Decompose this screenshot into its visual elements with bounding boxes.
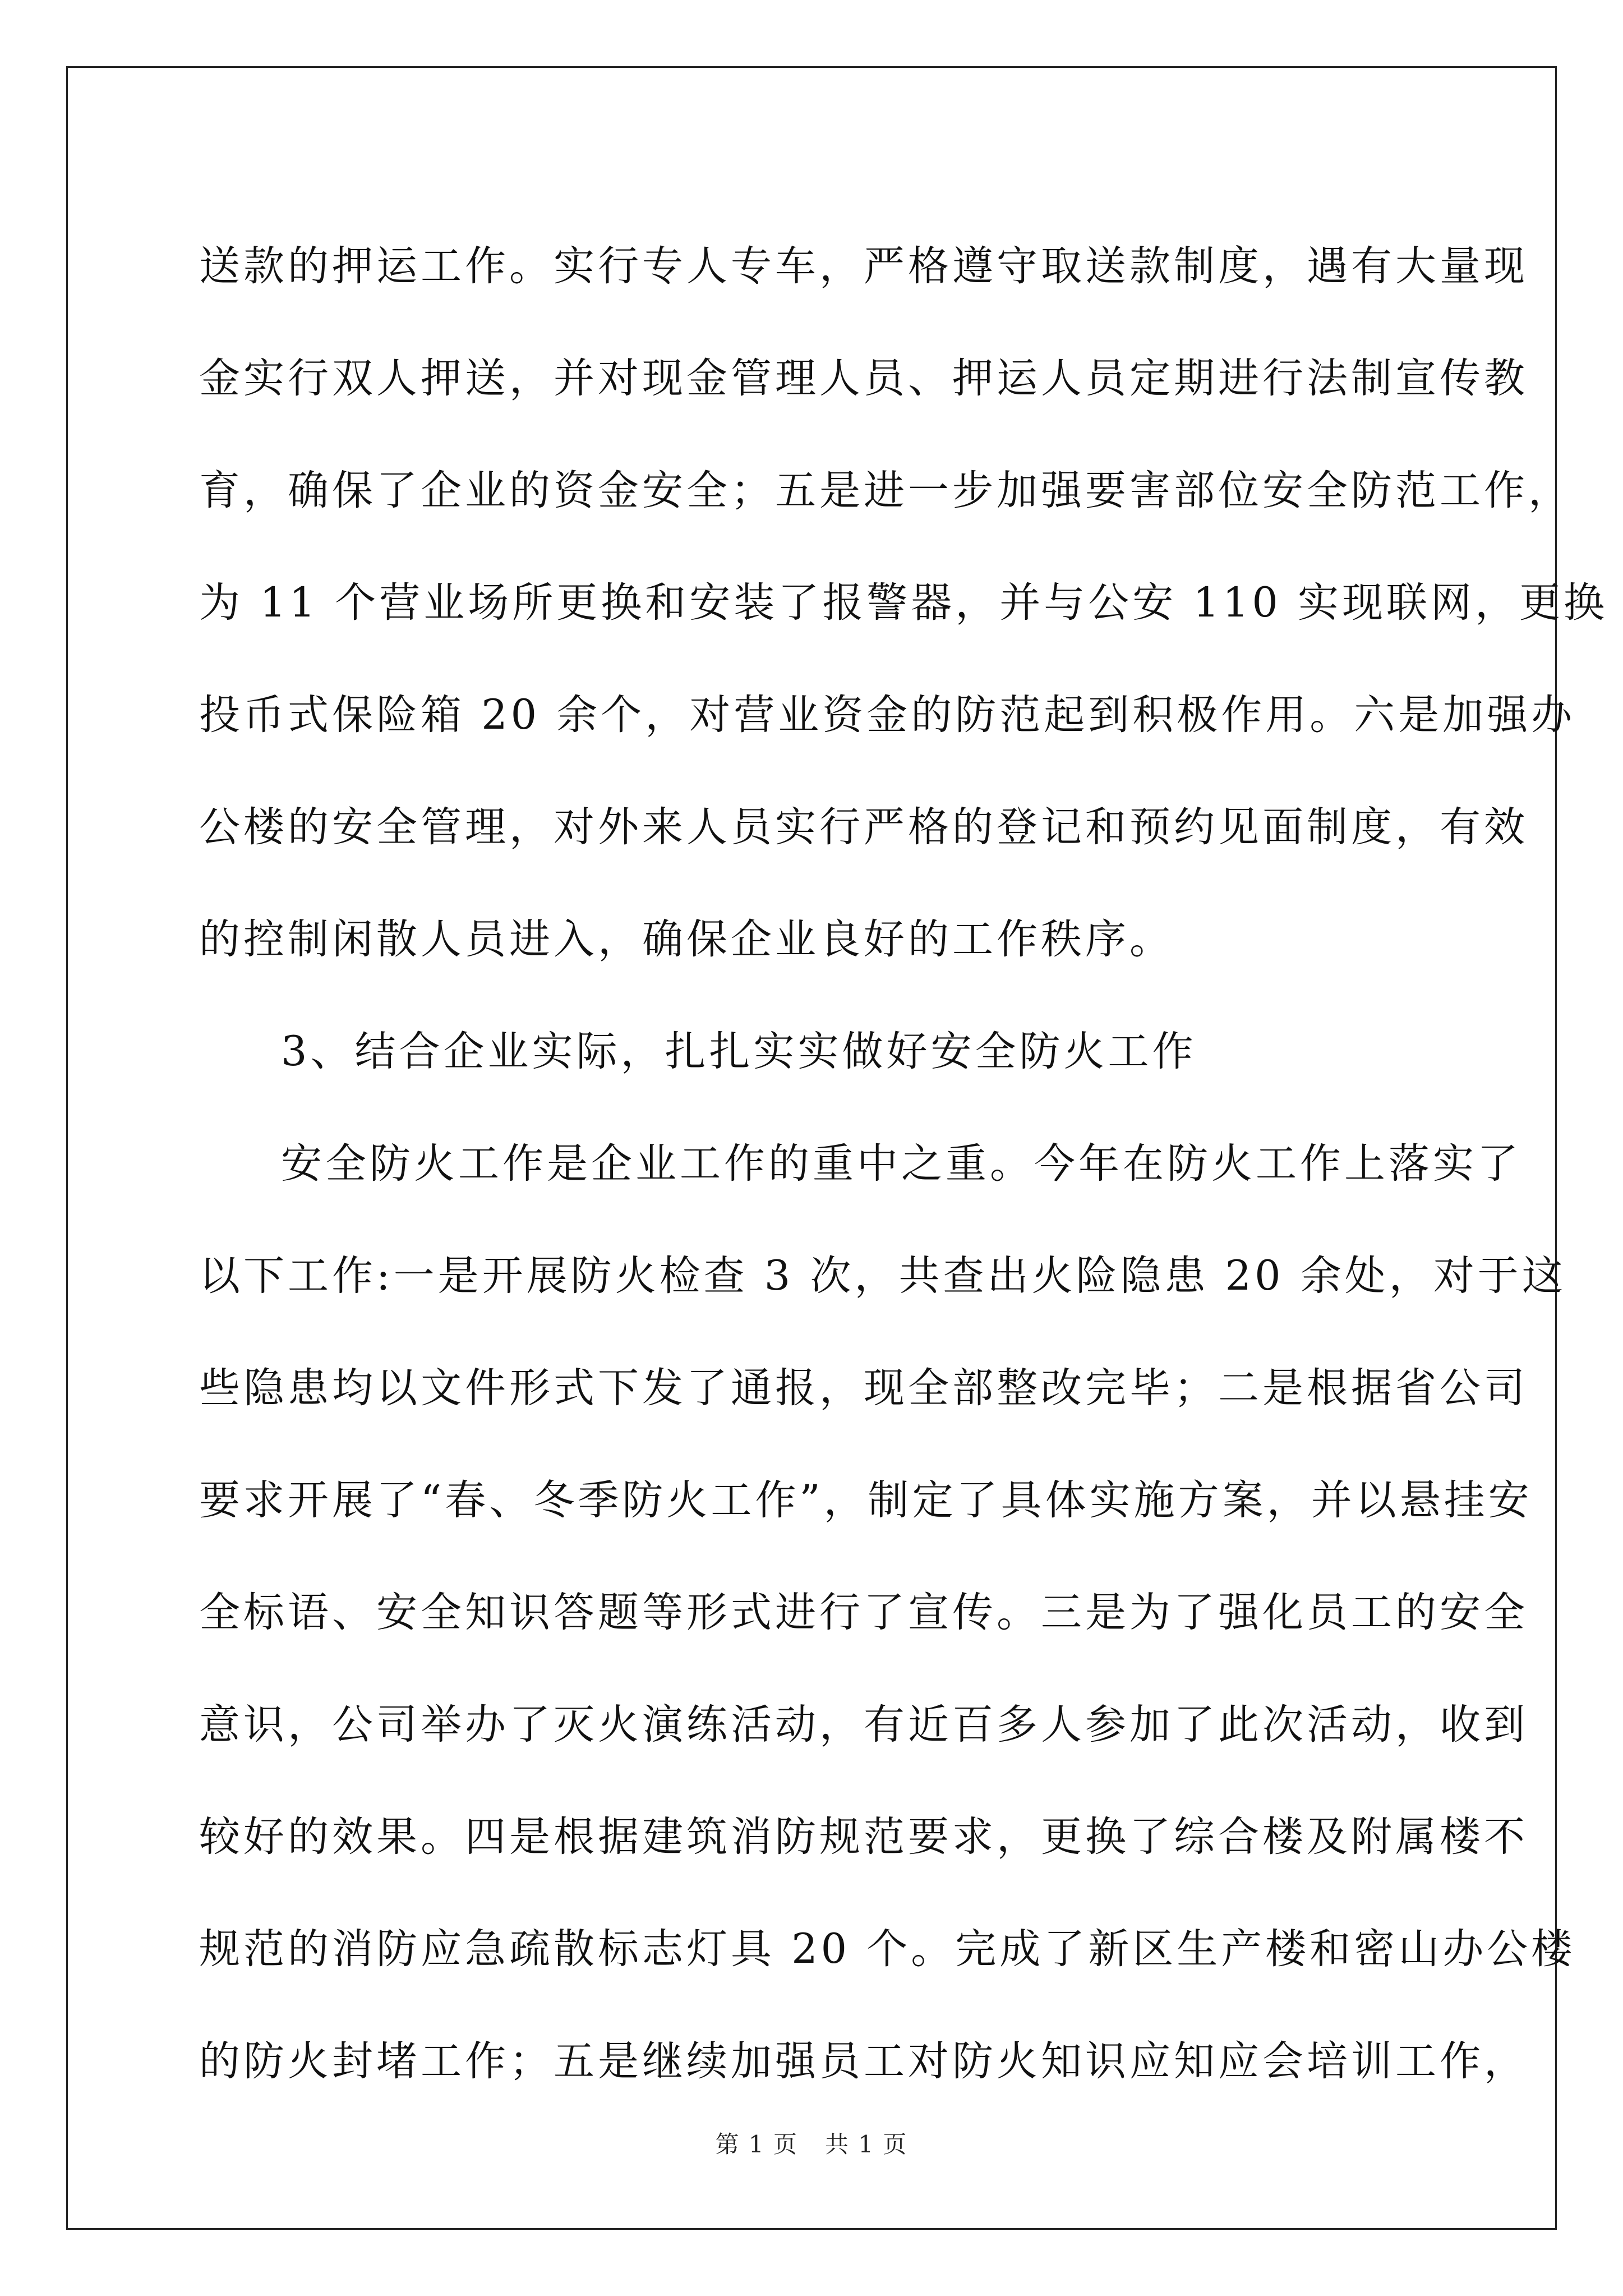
text-line: 些隐患均以文件形式下发了通报，现全部整改完毕；二是根据省公司 xyxy=(199,1364,1528,1412)
text-line: 送款的押运工作。实行专人专车，严格遵守取送款制度，遇有大量现 xyxy=(199,242,1528,290)
page-number: 第 1 页 xyxy=(715,2131,798,2158)
page-footer xyxy=(0,2126,1623,2160)
page-count: 共 1 页 xyxy=(825,2131,908,2158)
text-line: 的控制闲散人员进入，确保企业良好的工作秩序。 xyxy=(199,915,1174,963)
paragraph-start: 安全防火工作是企业工作的重中之重。今年在防火工作上落实了 xyxy=(281,1140,1521,1188)
text-line: 较好的效果。四是根据建筑消防规范要求，更换了综合楼及附属楼不 xyxy=(199,1813,1528,1861)
text-line: 投币式保险箱 20 余个，对营业资金的防范起到积极作用。六是加强办 xyxy=(199,691,1576,739)
section-heading: 3、结合企业实际，扎扎实实做好安全防火工作 xyxy=(281,1028,1197,1075)
text-line: 金实行双人押送，并对现金管理人员、押运人员定期进行法制宣传教 xyxy=(199,355,1528,402)
text-line: 的防火封堵工作；五是继续加强员工对防火知识应知应会培训工作， xyxy=(199,2037,1528,2085)
text-line: 意识，公司举办了灭火演练活动，有近百多人参加了此次活动，收到 xyxy=(199,1701,1528,1749)
text-line: 全标语、安全知识答题等形式进行了宣传。三是为了强化员工的安全 xyxy=(199,1589,1528,1636)
text-line: 规范的消防应急疏散标志灯具 20 个。完成了新区生产楼和密山办公楼 xyxy=(199,1925,1576,1973)
text-line: 要求开展了“春、冬季防火工作”，制定了具体实施方案，并以悬挂安 xyxy=(199,1476,1533,1524)
text-line: 育，确保了企业的资金安全；五是进一步加强要害部位安全防范工作， xyxy=(199,467,1573,514)
text-line: 以下工作:一是开展防火检查 3 次，共查出火险隐患 20 余处，对于这 xyxy=(199,1252,1566,1300)
text-line: 公楼的安全管理，对外来人员实行严格的登记和预约见面制度，有效 xyxy=(199,803,1528,851)
text-line: 为 11 个营业场所更换和安装了报警器，并与公安 110 实现联网，更换 xyxy=(199,579,1608,627)
document-body xyxy=(199,210,1608,2118)
